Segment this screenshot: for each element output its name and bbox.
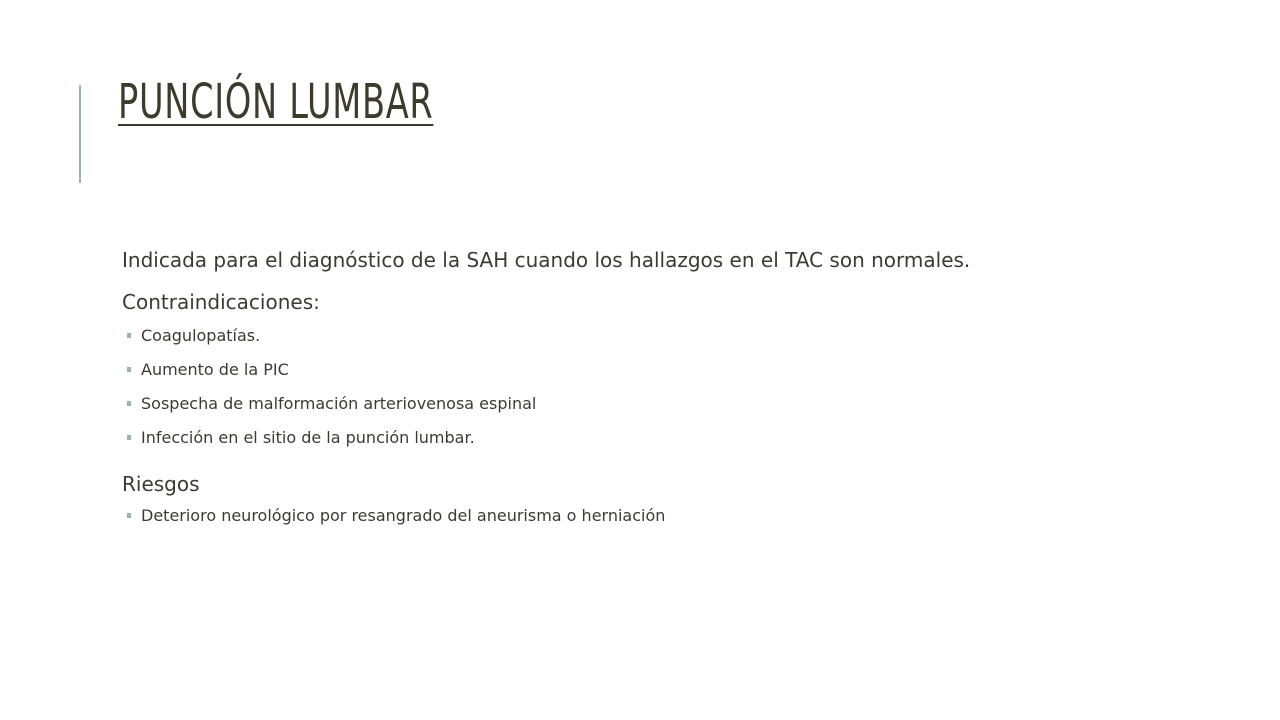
intro-paragraph: Indicada para el diagnóstico de la SAH cuando los hallazgos en el TAC son normales. xyxy=(122,248,971,272)
risks-list xyxy=(122,506,1022,526)
list-item xyxy=(122,326,1022,346)
slide-body xyxy=(122,244,1022,526)
list-item xyxy=(122,394,1022,414)
contraindications-list xyxy=(122,326,1022,448)
list-item-text: Sospecha de malformación arteriovenosa espinal xyxy=(141,394,537,413)
slide-title: PUNCIÓN LUMBAR xyxy=(118,74,434,130)
square-bullet-icon xyxy=(127,333,131,338)
list-item-text: Deterioro neurológico por resangrado del aneurisma o herniación xyxy=(141,506,666,525)
list-item-text: Infección en el sitio de la punción lumbar. xyxy=(141,428,475,447)
risks-heading: Riesgos xyxy=(122,472,200,496)
square-bullet-icon xyxy=(127,513,131,518)
square-bullet-icon xyxy=(127,367,131,372)
list-item-text: Aumento de la PIC xyxy=(141,360,289,379)
list-item-text: Coagulopatías. xyxy=(141,326,261,345)
square-bullet-icon xyxy=(127,401,131,406)
title-accent-bar xyxy=(79,85,81,183)
list-item xyxy=(122,428,1022,448)
contraindications-heading: Contraindicaciones: xyxy=(122,290,320,314)
square-bullet-icon xyxy=(127,435,131,440)
list-item xyxy=(122,360,1022,380)
list-item xyxy=(122,506,1022,526)
